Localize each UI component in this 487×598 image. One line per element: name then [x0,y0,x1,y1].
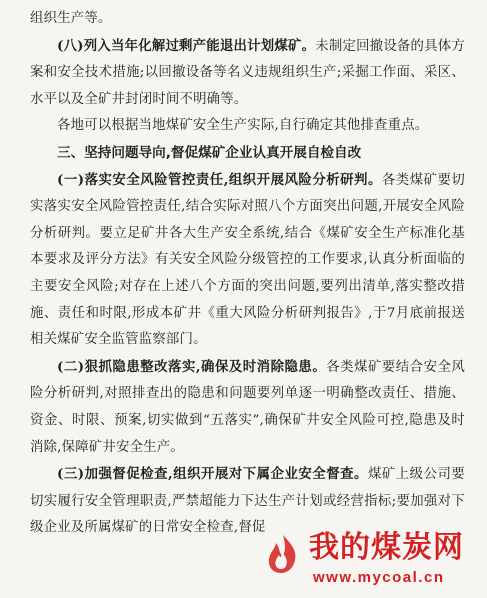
paragraph-item-8 [30,33,465,114]
item-lead: (三)加强督促检查,组织开展对下属企业安全督查。 [57,466,368,483]
section-heading-3: 三、坚持问题导向,督促煤矿企业认真开展自检自改 [57,144,362,161]
paragraph-local-note [30,113,465,140]
paragraph-text: 各地可以根据当地煤矿安全生产实际,自行确定其他排查重点。 [57,118,429,134]
paragraph-continuation [30,6,465,33]
site-watermark [261,528,475,592]
watermark-url: www.mycoal.cn [313,569,445,586]
item-body: 未制定回撤设备的具体方案和安全技术措施;以回撤设备等名义违规组织生产;采掘工作面、采区、水平以及全矿井封闭时间不明确等。 [30,38,465,107]
watermark-title: 我的煤炭网 [309,530,464,565]
item-body: 各类煤矿要结合安全风险分析研判,对照排查出的隐患和问题要列单逐一明确整改责任、措施、资金、时限、预案,切实做到“五落实”,确保矿井安全风险可控,隐患及时消除,保障矿井安全生产。 [30,359,465,455]
flame-logo-icon [261,532,305,576]
item-lead: (八)列入当年化解过剩产能退出计划煤矿。 [57,37,316,54]
item-body: 煤矿上级公司要切实履行安全管理职责,严禁超能力下达生产计划或经营指标;要加强对下级企业及所属煤矿的日常安全检查,督促 [30,467,465,536]
paragraph-text: 组织生产等。 [30,11,112,26]
item-lead: (二)狠抓隐患整改落实,确保及时消除隐患。 [57,358,327,375]
item-body: 各类煤矿要切实落实安全风险管控责任,结合实际对照八个方面突出问题,开展安全风险分析研判。要立足矿井各大生产安全系统,结合《煤矿安全生产标准化基本要求及评分方法》有关安全风险分级管控的工作要求,认真分析面临的主要安全风险;对存在上述八个方面的突出问题,要列出清单,落实整改措施、责任和时限,形成本矿井《重大风险分析研判报告》,于7月底前报送相关煤矿安全监管监察部门。 [30,172,465,348]
paragraph-item-1 [30,167,465,354]
item-lead: (一)落实安全风险管控责任,组织开展风险分析研判。 [57,171,382,188]
paragraph-item-2 [30,354,465,461]
